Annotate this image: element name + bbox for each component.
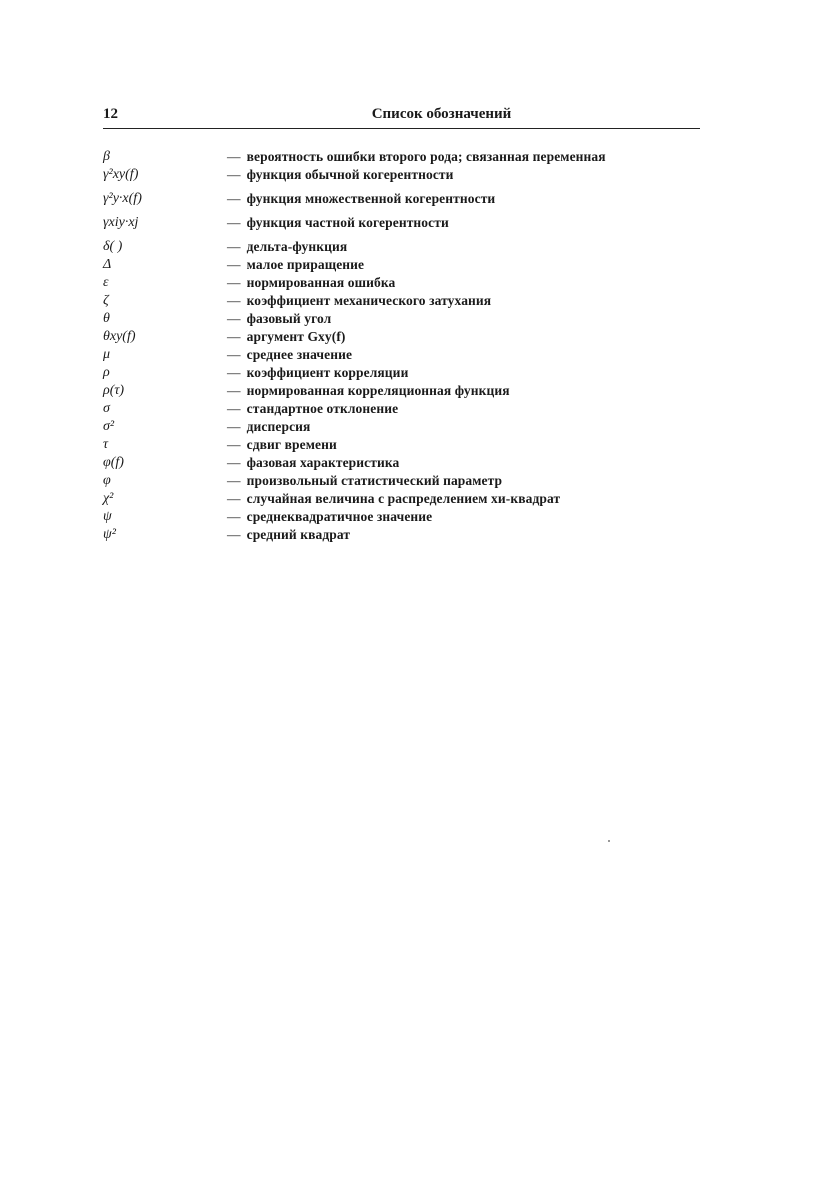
notation-symbol: ψ² <box>103 527 116 542</box>
notation-description: — вероятность ошибки второго рода; связанная переменная <box>227 149 606 164</box>
notation-entry <box>103 214 700 238</box>
notation-symbol: ψ <box>103 509 112 524</box>
notation-symbol: ρ <box>103 365 110 380</box>
notation-entry <box>103 472 700 490</box>
notation-description: — коэффициент корреляции <box>227 365 409 380</box>
notation-entry <box>103 526 700 544</box>
notation-description: — стандартное отклонение <box>227 401 399 416</box>
notation-symbol: φ(f) <box>103 455 124 470</box>
notation-description: — произвольный статистический параметр <box>227 473 503 488</box>
notation-symbol: γxiy·xj <box>103 215 139 230</box>
notation-entry <box>103 328 700 346</box>
notation-description: — функция частной когерентности <box>227 215 449 230</box>
notation-symbol: δ( ) <box>103 239 123 254</box>
notation-entry <box>103 400 700 418</box>
notation-symbol: ε <box>103 275 109 290</box>
notation-entry <box>103 418 700 436</box>
notation-description: — случайная величина с распределением хи-квадрат <box>227 491 561 506</box>
notation-entry <box>103 148 700 166</box>
notation-description: — аргумент Gxy(f) <box>227 329 346 344</box>
notation-entry <box>103 292 700 310</box>
notation-entry <box>103 490 700 508</box>
notation-symbol: θxy(f) <box>103 329 136 344</box>
notation-description: — функция обычной когерентности <box>227 167 454 182</box>
notation-entry <box>103 256 700 274</box>
notation-entry <box>103 364 700 382</box>
notation-description: — функция множественной когерентности <box>227 191 496 206</box>
notation-description: — дисперсия <box>227 419 311 434</box>
notation-entry <box>103 508 700 526</box>
notation-symbol: γ²xy(f) <box>103 167 139 182</box>
notation-description: — малое приращение <box>227 257 365 272</box>
notation-entry <box>103 346 700 364</box>
notation-description: — коэффициент механического затухания <box>227 293 492 308</box>
notation-symbol: σ² <box>103 419 115 434</box>
notation-symbol: ζ <box>103 293 109 308</box>
header-rule <box>103 128 700 129</box>
notation-description: — средний квадрат <box>227 527 351 542</box>
notation-symbol: γ²y·x(f) <box>103 191 142 206</box>
notation-entry <box>103 190 700 214</box>
notation-symbol: β <box>103 149 110 164</box>
notation-symbol: χ² <box>103 491 114 506</box>
notation-symbol: φ <box>103 473 111 488</box>
notation-entry <box>103 310 700 328</box>
notation-symbol: μ <box>103 347 111 362</box>
page-number: 12 <box>103 106 118 122</box>
running-title: Список обозначений <box>371 106 512 122</box>
notation-symbol: θ <box>103 311 110 326</box>
notation-description: — среднее значение <box>227 347 353 362</box>
notation-entry <box>103 166 700 190</box>
notation-entry <box>103 238 700 256</box>
notation-list <box>103 148 700 544</box>
notation-entry <box>103 274 700 292</box>
page-header <box>103 106 700 128</box>
notation-description: — сдвиг времени <box>227 437 337 452</box>
notation-symbol: τ <box>103 437 109 452</box>
notation-description: — среднеквадратичное значение <box>227 509 433 524</box>
notation-entry <box>103 382 700 400</box>
notation-description: — нормированная корреляционная функция <box>227 383 510 398</box>
notation-description: — нормированная ошибка <box>227 275 396 290</box>
notation-description: — фазовый угол <box>227 311 332 326</box>
scan-speck <box>608 840 610 842</box>
notation-entry <box>103 454 700 472</box>
notation-description: — фазовая характеристика <box>227 455 400 470</box>
notation-symbol: ρ(τ) <box>103 383 125 398</box>
notation-symbol: σ <box>103 401 110 416</box>
notation-symbol: Δ <box>103 257 112 272</box>
notation-entry <box>103 436 700 454</box>
notation-description: — дельта-функция <box>227 239 348 254</box>
